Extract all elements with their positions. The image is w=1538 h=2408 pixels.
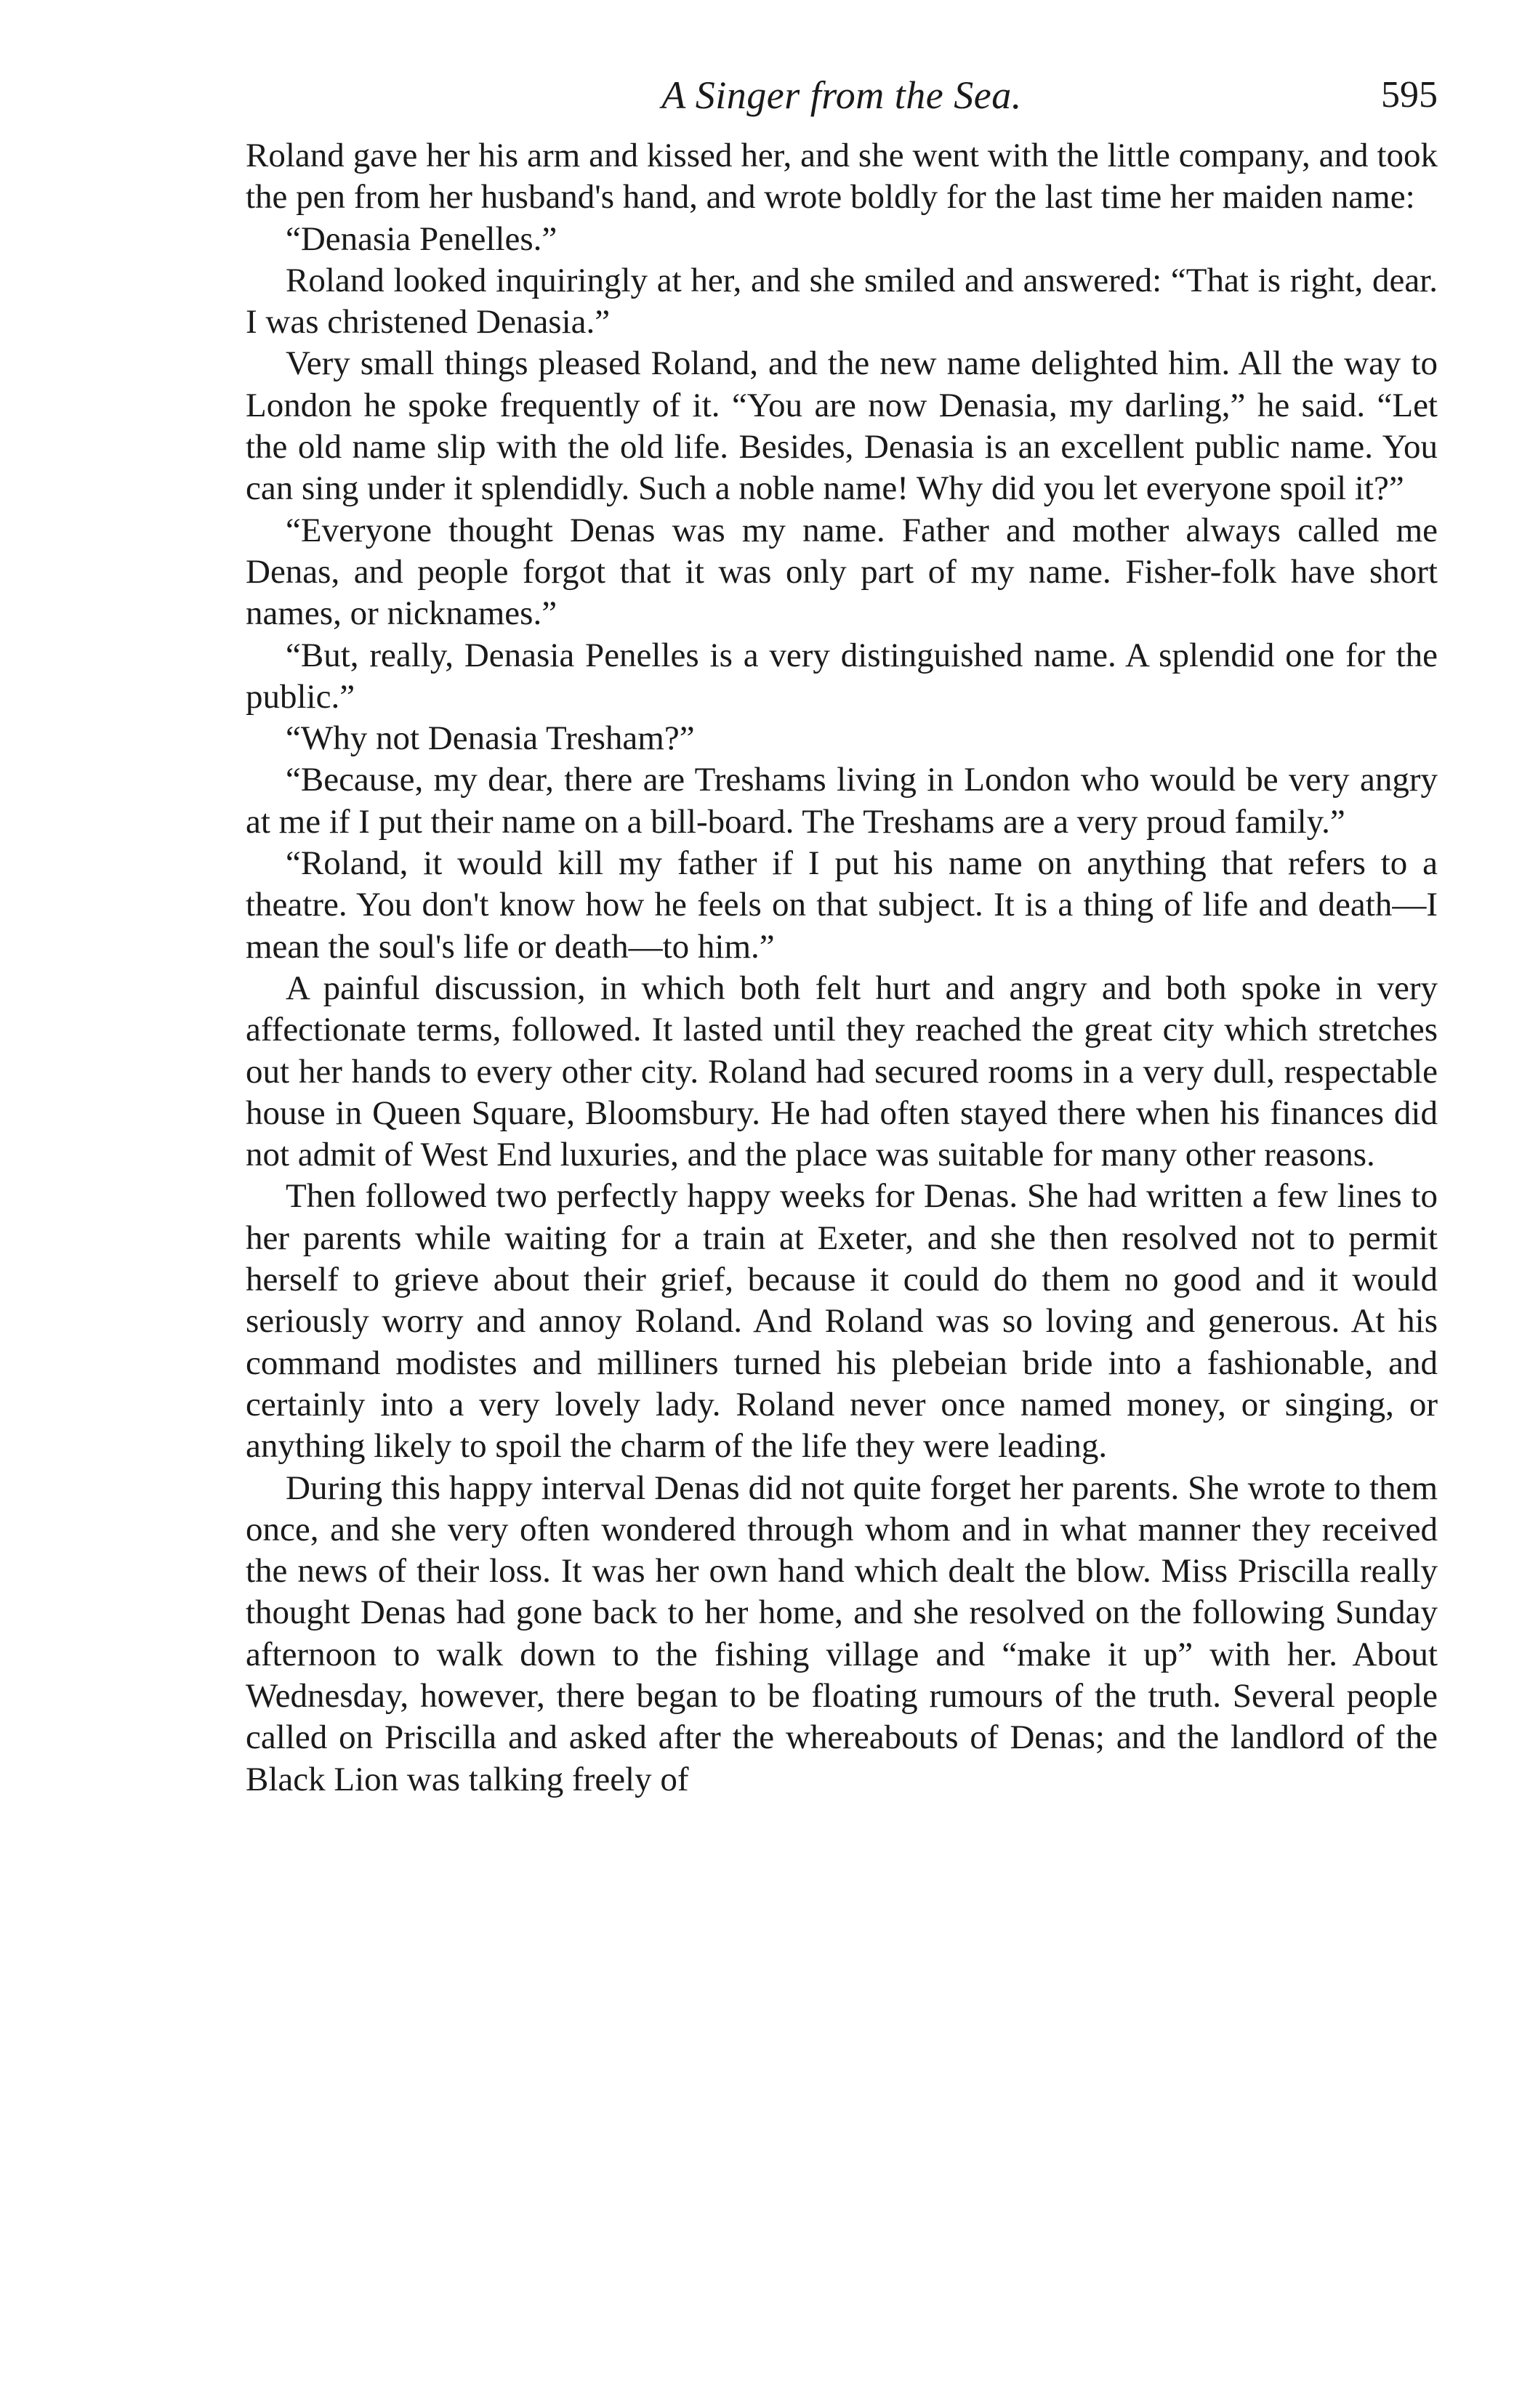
page-number: 595 [1381,74,1438,116]
running-header [246,70,1438,121]
paragraph-2: “Denasia Penelles.” [286,219,557,258]
paragraph-8: “Because, my dear, there are Treshams living in London who would be very angry at me if I put their name on a bill-board. The Treshams are a very proud family.” [246,761,1438,841]
paragraph-9: “Roland, it would kill my father if I put his name on anything that refers to a theatre. You don't know how he feels on that subject. It is a thing of life and death—I mean the soul's life or death—to him.” [246,844,1438,966]
paragraph-10: A painful discussion, in which both felt hurt and angry and both spoke in very affectionate terms, followed. It lasted until they reached the great city which stretches out her hands to every other city. Roland had secured rooms in a very dull, respectable house in Queen Square, Bloomsbury. He had often stayed there when his finances did not admit of West End luxuries, and the place was suitable for many other reasons. [246,969,1438,1174]
paragraph-11: Then followed two perfectly happy weeks for Denas. She had written a few lines to her parents while waiting for a train at Exeter, and she then resolved not to permit herself to grieve about their grief, because it could do them no good and it would seriously worry and annoy Roland. And Roland was so loving and generous. At his command modistes and milliners turned his plebeian bride into a fashionable, and certainly into a very lovely lady. Roland never once named money, or singing, or anything likely to spoil the charm of the life they were leading. [246,1177,1438,1466]
paragraph-12: During this happy interval Denas did not quite forget her parents. She wrote to them once, and she very often wondered through whom and in what manner they received the news of their loss. It was her own hand which dealt the blow. Miss Priscilla really thought Denas had gone back to her home, and she resolved on the following Sunday afternoon to walk down to the fishing village and “make it up” with her. About Wednesday, however, there began to be floating rumours of the truth. Several people called on Priscilla and asked after the whereabouts of Denas; and the landlord of the Black Lion was talking freely of [246,1468,1438,1798]
paragraph-1: Roland gave her his arm and kissed her, and she went with the little company, and took the pen from her husband's hand, and wrote boldly for the last time her maiden name: [246,137,1438,217]
paragraph-7: “Why not Denasia Tresham?” [286,719,695,758]
paragraph-4: Very small things pleased Roland, and the new name delighted him. All the way to London he spoke frequently of it. “You are now Denasia, my darling,” he said. “Let the old name slip with the old life. Besides, Denasia is an excellent public name. You can sing under it splendidly. Such a noble name! Why did you let everyone spoil it?” [246,344,1438,508]
paragraph-6: “But, really, Denasia Penelles is a very distinguished name. A splendid one for the public.” [246,636,1438,716]
paragraph-5: “Everyone thought Denas was my name. Father and mother always called me Denas, and people forgot that it was only part of my name. Fisher-folk have short names, or nicknames.” [246,511,1438,633]
book-page [246,70,1438,1801]
running-title: A Singer from the Sea. [661,73,1022,117]
body-text [246,135,1438,1801]
paragraph-3: Roland looked inquiringly at her, and she smiled and answered: “That is right, dear. I was christened Denasia.” [246,261,1438,342]
